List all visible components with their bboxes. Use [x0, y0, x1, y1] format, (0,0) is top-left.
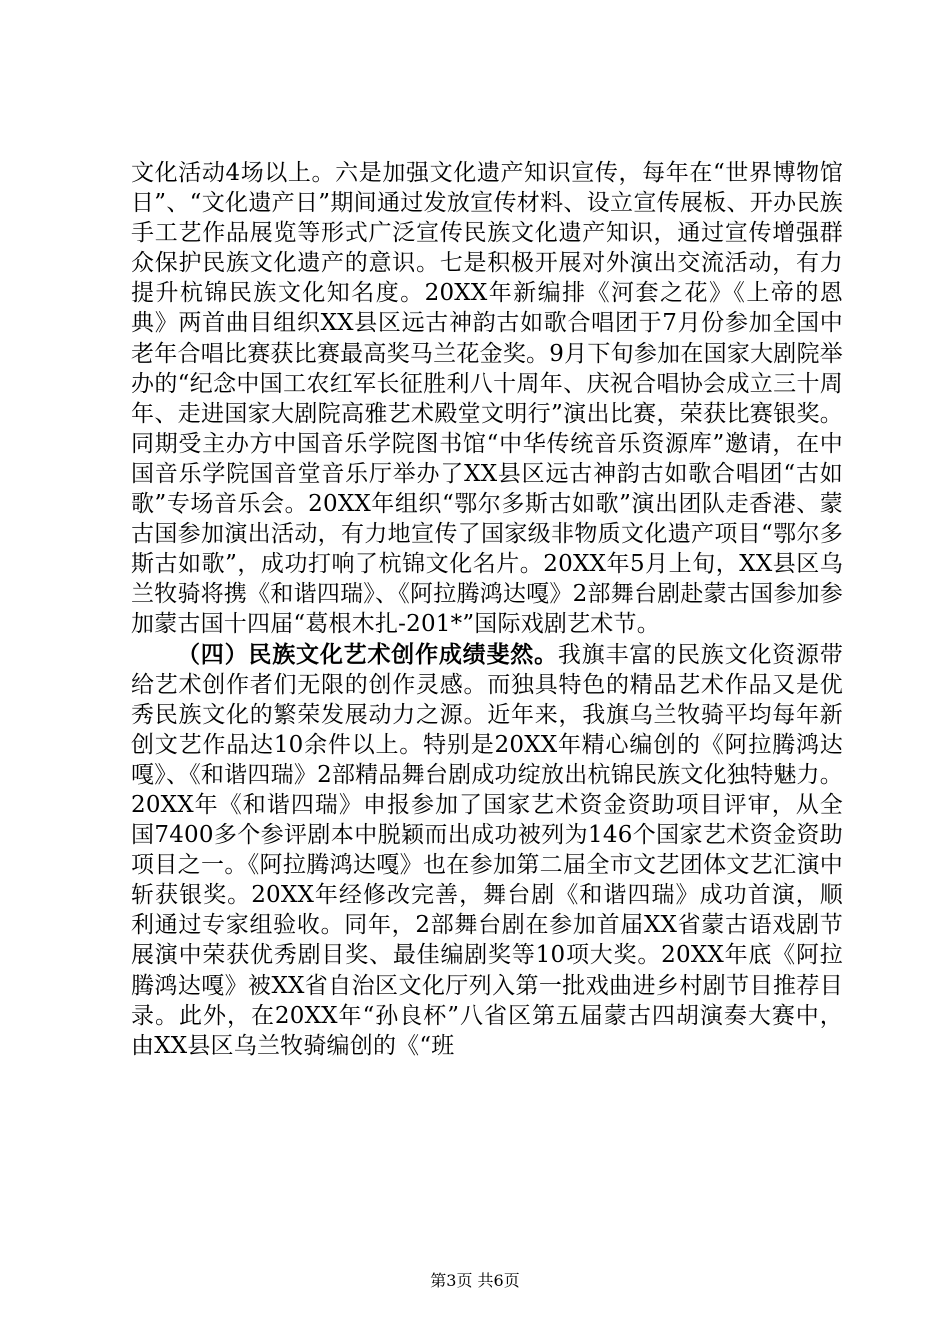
paragraph-art-creation: [131, 640, 843, 1061]
section-heading: （四）民族文化艺术创作成绩斐然。: [177, 641, 558, 668]
paragraph-cultural-heritage: 文化活动4场以上。六是加强文化遗产知识宣传，每年在“世界博物馆日”、“文化遗产日”期间通过发放宣传材料、设立宣传展板、开办民族手工艺作品展览等形式广泛宣传民族文化遗产知识，通过宣传增强群众保护民族文化遗产的意识。七是积极开展对外演出交流活动，有力提升杭锦民族文化知名度。20XX年新编排《河套之花》《上帝的恩典》两首曲目组织XX县区远古神韵古如歌合唱团于7月份参加全国中老年合唱比赛获比赛最高奖马兰花金奖。9月下旬参加在国家大剧院举办的“纪念中国工农红军长征胜利八十周年、庆祝合唱协会成立三十周年、走进国家大剧院高雅艺术殿堂文明行”演出比赛，荣获比赛银奖。同期受主办方中国音乐学院图书馆“中华传统音乐资源库”邀请，在中国音乐学院国音堂音乐厅举办了XX县区远古神韵古如歌合唱团“古如歌”专场音乐会。20XX年组织“鄂尔多斯古如歌”演出团队走香港、蒙古国参加演出活动，有力地宣传了国家级非物质文化遗产项目“鄂尔多斯古如歌”，成功打响了杭锦文化名片。20XX年5月上旬，XX县区乌兰牧骑将携《和谐四瑞》、《阿拉腾鸿达嘎》2部舞台剧赴蒙古国参加参加蒙古国十四届“葛根木扎-201*”国际戏剧艺术节。: [131, 160, 843, 638]
document-body: [131, 158, 843, 1061]
paragraph-art-creation-body: 我旗丰富的民族文化资源带给艺术创作者们无限的创作灵感。而独具特色的精品艺术作品又是优秀民族文化的繁荣发展动力之源。近年来，我旗乌兰牧骑平均每年新创文艺作品达10余件以上。特别是20XX年精心编创的《阿拉腾鸿达嘎》、《和谐四瑞》2部精品舞台剧成功绽放出杭锦民族文化独特魅力。20XX年《和谐四瑞》申报参加了国家艺术资金资助项目评审，从全国7400多个参评剧本中脱颖而出成功被列为146个国家艺术资金资助项目之一。《阿拉腾鸿达嘎》也在参加第二届全市文艺团体文艺汇演中斩获银奖。20XX年经修改完善，舞台剧《和谐四瑞》成功首演，顺利通过专家组验收。同年，2部舞台剧在参加首届XX省蒙古语戏剧节展演中荣获优秀剧目奖、最佳编剧奖等10项大奖。20XX年底《阿拉腾鸿达嘎》被XX省自治区文化厅列入第一批戏曲进乡村剧节目推荐目录。此外，在20XX年“孙良杯”八省区第五届蒙古四胡演奏大赛中，由XX县区乌兰牧骑编创的《“班: [131, 641, 843, 1059]
page-number: 第3页 共6页: [430, 1271, 520, 1290]
